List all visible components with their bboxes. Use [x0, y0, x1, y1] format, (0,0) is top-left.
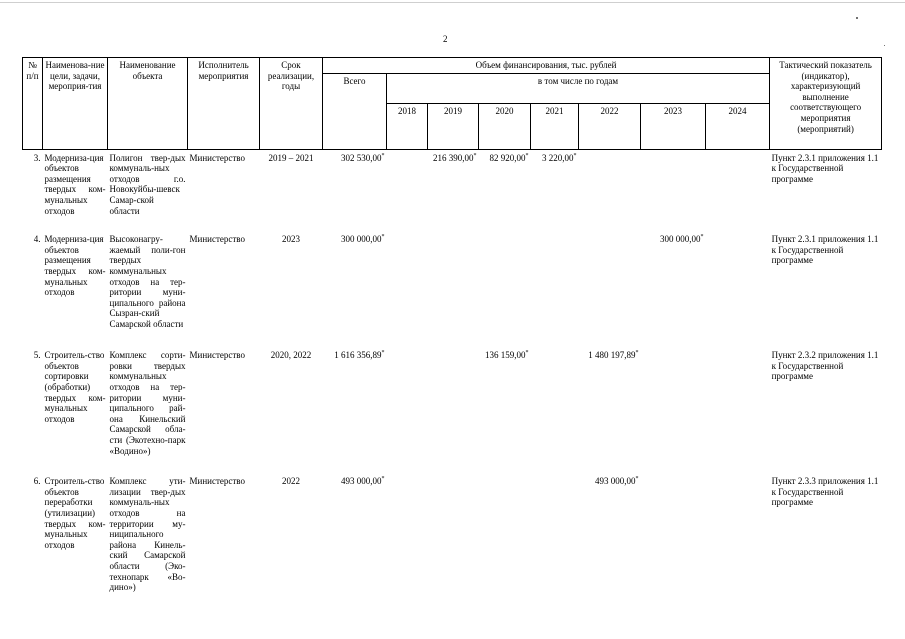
row-indicator: Пункт 2.3.3 приложения 1.1 к Государственной программе: [771, 476, 879, 508]
row-y2024: [706, 149, 770, 231]
row-num: 4.: [33, 234, 41, 245]
row-indicator: Пункт 2.3.1 приложения 1.1 к Государственной программе: [771, 234, 879, 266]
row-total: 493 000,00*: [341, 476, 385, 487]
table-row: [23, 149, 882, 231]
header-funding: Объем финансирования, тыс. рублей: [323, 58, 770, 74]
row-y2024: [706, 231, 770, 347]
page-number: 2: [443, 34, 448, 44]
table-row: [23, 347, 882, 473]
row-y2023: [641, 473, 706, 603]
scan-speck: [856, 17, 858, 19]
header-num: № п/п: [23, 58, 43, 150]
row-y2022: [579, 149, 641, 231]
header-executor: Исполнитель мероприятия: [188, 58, 260, 150]
header-period: Срок реализации, годы: [260, 58, 323, 150]
row-y2022: 1 480 197,89*: [588, 350, 639, 361]
row-total: 300 000,00*: [341, 234, 385, 245]
row-total: 302 530,00*: [341, 152, 385, 163]
scan-speck: [884, 45, 885, 46]
row-executor: Министерство: [189, 350, 245, 361]
row-y2018: [387, 347, 428, 473]
row-y2022: [579, 231, 641, 347]
row-goal: Строитель-ство объектов переработки (утилизации) твердых ком-мунальных отходов: [44, 476, 106, 550]
row-goal: Модерниза-ция объектов размещения твердых ком-мунальных отходов: [44, 152, 106, 216]
row-goal: Строитель-ство объектов сортировки (обработки) твердых ком-мунальных отходов: [44, 350, 106, 424]
row-indicator: Пункт 2.3.1 приложения 1.1 к Государственной программе: [771, 152, 879, 184]
row-num: 3.: [33, 152, 41, 163]
row-num: 5.: [33, 350, 41, 361]
row-y2021: [531, 473, 579, 603]
row-y2019: [428, 231, 479, 347]
row-y2024: [706, 347, 770, 473]
row-executor: Министерство: [189, 152, 245, 163]
header-by-years: в том числе по годам: [387, 73, 770, 103]
header-year-2022: 2022: [579, 103, 641, 149]
row-y2021: [531, 347, 579, 473]
row-num: 6.: [33, 476, 41, 487]
header-object: Наименование объекта: [108, 58, 188, 150]
row-y2022: 493 000,00*: [595, 476, 639, 487]
row-total: 1 616 356,89*: [334, 350, 385, 361]
row-y2024: [706, 473, 770, 603]
row-y2021: 3 220,00*: [542, 152, 577, 163]
row-y2023: [641, 149, 706, 231]
row-y2020: [479, 231, 531, 347]
header-year-2018: 2018: [387, 103, 428, 149]
row-period: 2022: [282, 476, 300, 487]
row-y2020: [479, 473, 531, 603]
row-y2020: 82 920,00*: [489, 152, 529, 163]
row-object: Высоконагру-жаемый поли-гон твердых коммунальных отходов на тер-ритории муни-ципального района Сызран-ский Самарской области: [109, 234, 186, 329]
row-y2019: 216 390,00*: [433, 152, 477, 163]
header-year-2023: 2023: [641, 103, 706, 149]
row-period: 2023: [282, 234, 300, 245]
row-y2023: 300 000,00*: [660, 234, 704, 245]
row-period: 2019 – 2021: [268, 152, 314, 163]
row-y2018: [387, 231, 428, 347]
row-y2018: [387, 149, 428, 231]
row-executor: Министерство: [189, 476, 245, 487]
header-year-2019: 2019: [428, 103, 479, 149]
row-y2020: 136 159,00*: [485, 350, 529, 361]
row-object: Комплекс сорти-ровки твердых коммунальных отходов на тер-ритории муни-ципального рай-она Кинельский Самарской обла-сти (Экотехно-парк «Водино»): [109, 350, 186, 456]
row-y2023: [641, 347, 706, 473]
header-indicator: Тактический показатель (индикатор), характеризующий выполнение соответствующего мероприятия (мероприятий): [770, 58, 882, 150]
row-executor: Министерство: [189, 234, 245, 245]
header-year-2024: 2024: [706, 103, 770, 149]
table-row: [23, 473, 882, 603]
row-period: 2020, 2022: [270, 350, 312, 361]
row-object: Полигон твер-дых коммуналь-ных отходов г.о. Новокуйбы-шевск Самар-ской области: [109, 152, 186, 216]
header-year-2020: 2020: [479, 103, 531, 149]
row-y2018: [387, 473, 428, 603]
scan-top-edge: [0, 2, 905, 3]
header-year-2021: 2021: [531, 103, 579, 149]
row-goal: Модерниза-ция объектов размещения твердых ком-мунальных отходов: [44, 234, 106, 298]
header-total: Всего: [323, 73, 387, 149]
financing-table: [22, 57, 882, 603]
header-goal: Наименова-ние цели, задачи, мероприя-тия: [43, 58, 108, 150]
row-y2019: [428, 347, 479, 473]
table-row: [23, 231, 882, 347]
row-y2019: [428, 473, 479, 603]
row-y2021: [531, 231, 579, 347]
row-object: Комплекс ути-лизации твер-дых коммуналь-ных отходов на территории му-ниципального района Кинель-ский Самарской области (Эко-технопарк «Во-дино»): [109, 476, 186, 593]
row-indicator: Пункт 2.3.2 приложения 1.1 к Государственной программе: [771, 350, 879, 382]
